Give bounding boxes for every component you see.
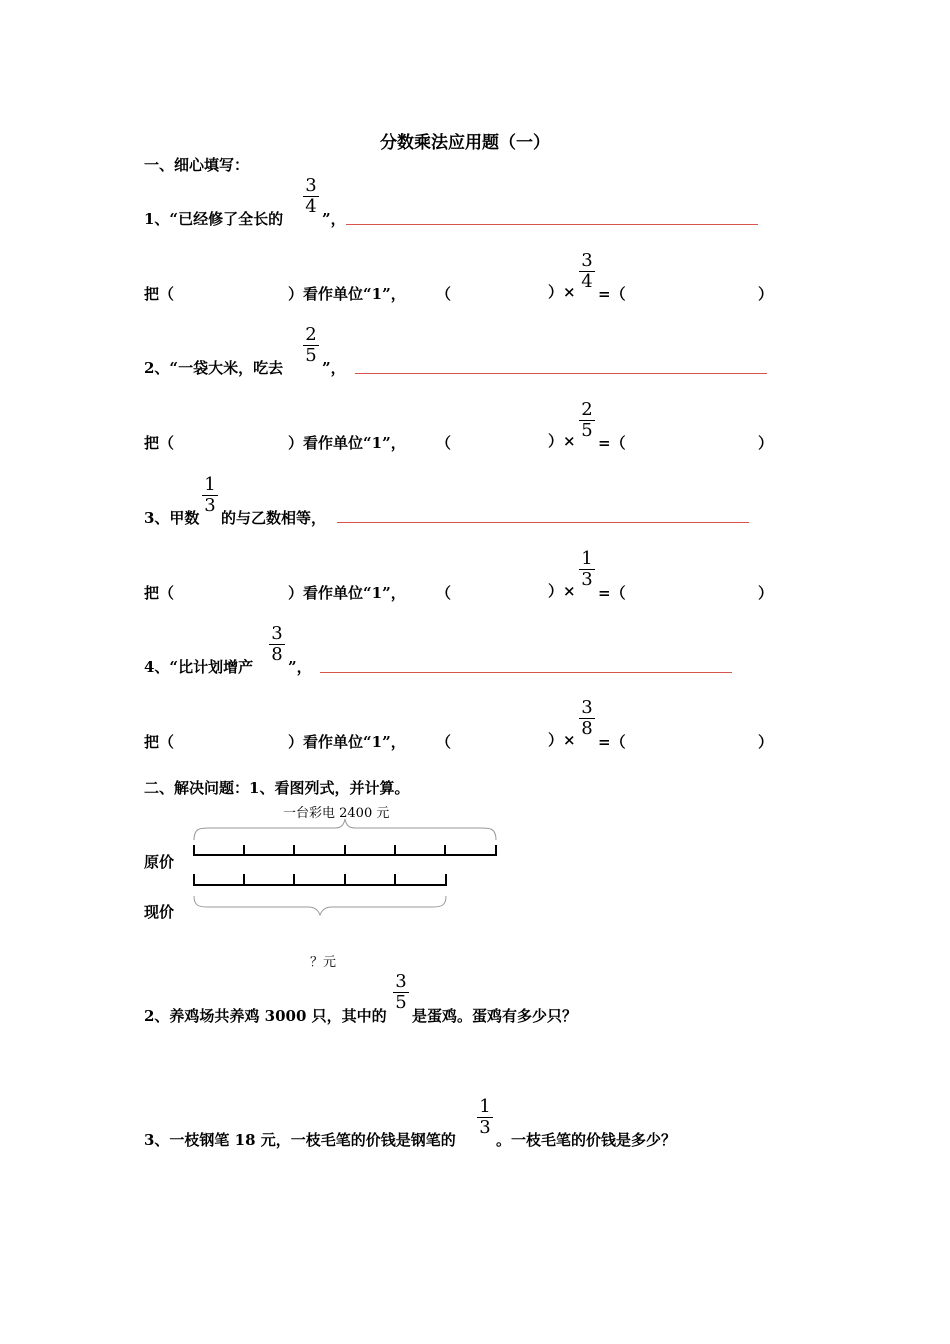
diagram-top-label: 一台彩电 2400 元 [283, 806, 390, 821]
section1-heading: 一、细心填写： [144, 156, 250, 174]
diagram-row-current: 现价 [144, 903, 175, 921]
section2-heading: 二、解决问题：1、看图列式，并计算。 [144, 779, 410, 797]
item3-prefix: 3、甲数 [144, 509, 200, 527]
row1-close-view: ）看作单位“1”， [288, 285, 406, 303]
problem2-suffix: 是蛋鸡。蛋鸡有多少只？ [412, 1007, 578, 1025]
row4-close: ） [758, 733, 774, 751]
problem3-prefix: 3、一枝钢笔 18 元，一枝毛笔的价钱是钢笔的 [144, 1131, 456, 1149]
item3-suffix: 的与乙数相等， [221, 509, 327, 527]
row2-open: （ [436, 434, 452, 452]
row4-fraction: 3 8 [578, 698, 596, 739]
item2-fraction: 2 5 [302, 325, 320, 366]
row3-close: ） [758, 584, 774, 602]
row2-eq: =（ [598, 434, 626, 452]
row2-ba: 把（ [144, 434, 175, 452]
problem2-fraction: 3 5 [392, 972, 410, 1013]
problem3-fraction: 1 3 [476, 1097, 494, 1138]
row3-close-times: ）× [548, 582, 576, 600]
row3-eq: =（ [598, 584, 626, 602]
row3-ba: 把（ [144, 584, 175, 602]
diagram-bottom-label: ？元 [310, 955, 337, 970]
item4-fraction: 3 8 [268, 624, 286, 665]
current-price-line [194, 874, 446, 886]
row2-close: ） [758, 434, 774, 452]
row1-ba: 把（ [144, 285, 175, 303]
item3-fraction: 1 3 [201, 475, 219, 516]
row2-close-view: ）看作单位“1”， [288, 434, 406, 452]
diagram-row-original: 原价 [144, 853, 175, 871]
original-price-line [194, 845, 496, 856]
row3-close-view: ）看作单位“1”， [288, 584, 406, 602]
page-title: 分数乘法应用题（一） [380, 133, 550, 153]
row4-close-view: ）看作单位“1”， [288, 733, 406, 751]
item2-suffix: ”， [322, 359, 346, 377]
item4-suffix: ”， [288, 658, 312, 676]
row4-close-times: ）× [548, 731, 576, 749]
item4-prefix: 4、“比计划增产 [144, 658, 254, 676]
bottom-brace [194, 896, 446, 915]
row3-fraction: 1 3 [578, 549, 596, 590]
row1-fraction: 3 4 [578, 251, 596, 292]
row1-close: ） [758, 285, 774, 303]
row4-eq: =（ [598, 733, 626, 751]
top-brace [194, 819, 496, 840]
row2-fraction: 2 5 [578, 400, 596, 441]
row2-close-times: ）× [548, 432, 576, 450]
row1-open: （ [436, 285, 452, 303]
row3-open: （ [436, 584, 452, 602]
row1-eq: =（ [598, 285, 626, 303]
problem2-prefix: 2、养鸡场共养鸡 3000 只，其中的 [144, 1007, 387, 1025]
row4-open: （ [436, 733, 452, 751]
problem3-suffix: 。一枝毛笔的价钱是多少？ [496, 1131, 677, 1149]
item1-fraction: 3 4 [302, 176, 320, 217]
row4-ba: 把（ [144, 733, 175, 751]
row1-close-times: ）× [548, 283, 576, 301]
item1-prefix: 1、“已经修了全长的 [144, 210, 284, 228]
item2-prefix: 2、“一袋大米，吃去 [144, 359, 284, 377]
item1-suffix: ”， [322, 210, 346, 228]
